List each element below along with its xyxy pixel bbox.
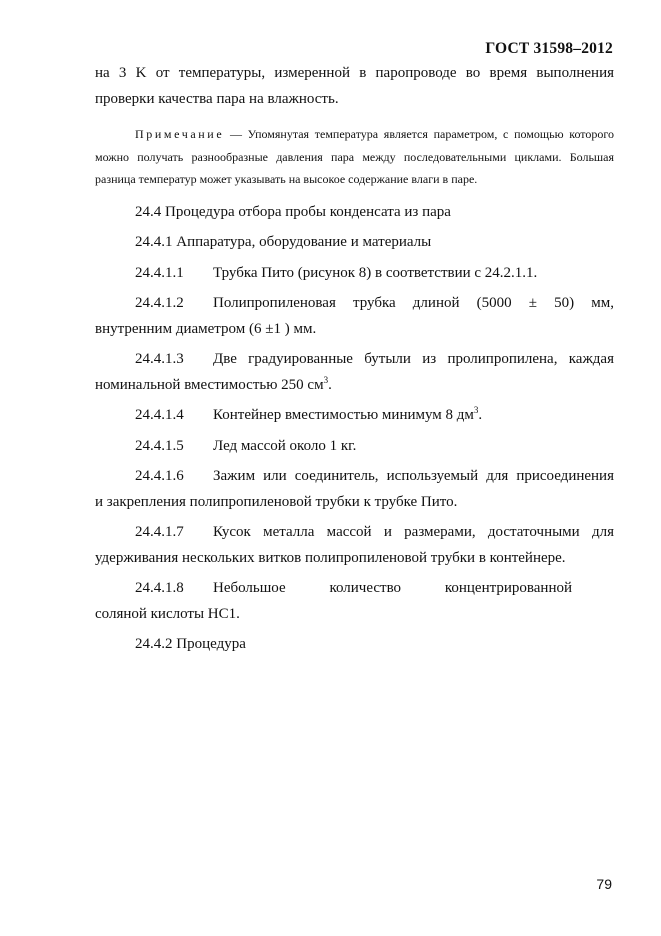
item-number: 24.4.1.8	[135, 580, 184, 596]
note-dash: —	[224, 127, 248, 141]
item-number: 24.4.1.3	[135, 351, 184, 367]
list-item	[95, 403, 614, 429]
list-item	[95, 261, 614, 287]
item-text-main: Контейнер вместимостью минимум 8 дм	[213, 407, 474, 423]
item-text: Зажим или соединитель, используемый для присоединения	[213, 468, 614, 484]
item-text	[213, 403, 614, 429]
document-code: ГОСТ 31598–2012	[485, 40, 613, 57]
section-24-4-2: 24.4.2 Процедура	[135, 636, 246, 652]
item-text: Две градуированные бутыли из пролипропилена, каждая	[213, 351, 614, 367]
superscript: 3	[323, 374, 329, 385]
section-24-4: 24.4 Процедура отбора пробы конденсата из пара	[135, 203, 451, 220]
superscript: 3	[473, 405, 479, 415]
item-continuation: соляной кислоты НС1.	[95, 605, 240, 622]
item-text: Небольшое количество концентрированной	[213, 580, 572, 596]
item-text: Кусок металла массой и размерами, достаточными для	[213, 524, 614, 540]
item-continuation: и закрепления полипропиленовой трубки к трубке Пито.	[95, 493, 458, 510]
item-number: 24.4.1.6	[135, 468, 184, 484]
list-item	[95, 464, 614, 490]
item-number: 24.4.1.5	[135, 437, 184, 454]
period: .	[478, 407, 483, 423]
intro-line-2: проверки качества пара на влажность.	[95, 90, 339, 107]
item-text: Лед массой около 1 кг.	[213, 437, 357, 454]
item-continuation-text: номинальной вместимостью 250 см	[95, 376, 324, 393]
list-item	[95, 291, 614, 317]
item-number: 24.4.1.4	[135, 407, 184, 423]
list-item	[95, 520, 614, 546]
note-paragraph	[95, 123, 614, 191]
item-text: Трубка Пито (рисунок 8) в соответствии с 24.2.1.1.	[213, 264, 538, 281]
item-continuation: внутренним диаметром (6 ±1 ) мм.	[95, 320, 317, 337]
list-item	[95, 576, 614, 602]
item-number: 24.4.1.2	[135, 295, 184, 311]
period: .	[328, 376, 332, 393]
list-item	[95, 347, 614, 373]
item-number: 24.4.1.7	[135, 524, 184, 540]
list-item	[95, 434, 614, 460]
item-continuation: удерживания нескольких витков полипропиленовой трубки в контейнере.	[95, 549, 566, 566]
item-continuation	[95, 373, 614, 399]
intro-line-1: на 3 K от температуры, измеренной в паропроводе во время выполнения	[95, 65, 614, 81]
item-number: 24.4.1.1	[135, 264, 184, 281]
page-number: 79	[596, 876, 612, 892]
page-body	[95, 61, 614, 658]
section-24-4-1: 24.4.1 Аппаратура, оборудование и материалы	[135, 234, 432, 250]
item-text: Полипропиленовая трубка длиной (5000 ± 50) мм,	[213, 295, 614, 311]
note-label: Примечание	[135, 127, 225, 141]
note-text: Упомянутая температура является параметром, с помощью которого можно получать разнообразные давления пара между последовательными циклами. Большая разница температур может указывать на высокое содержание влаги в паре.	[95, 127, 615, 186]
